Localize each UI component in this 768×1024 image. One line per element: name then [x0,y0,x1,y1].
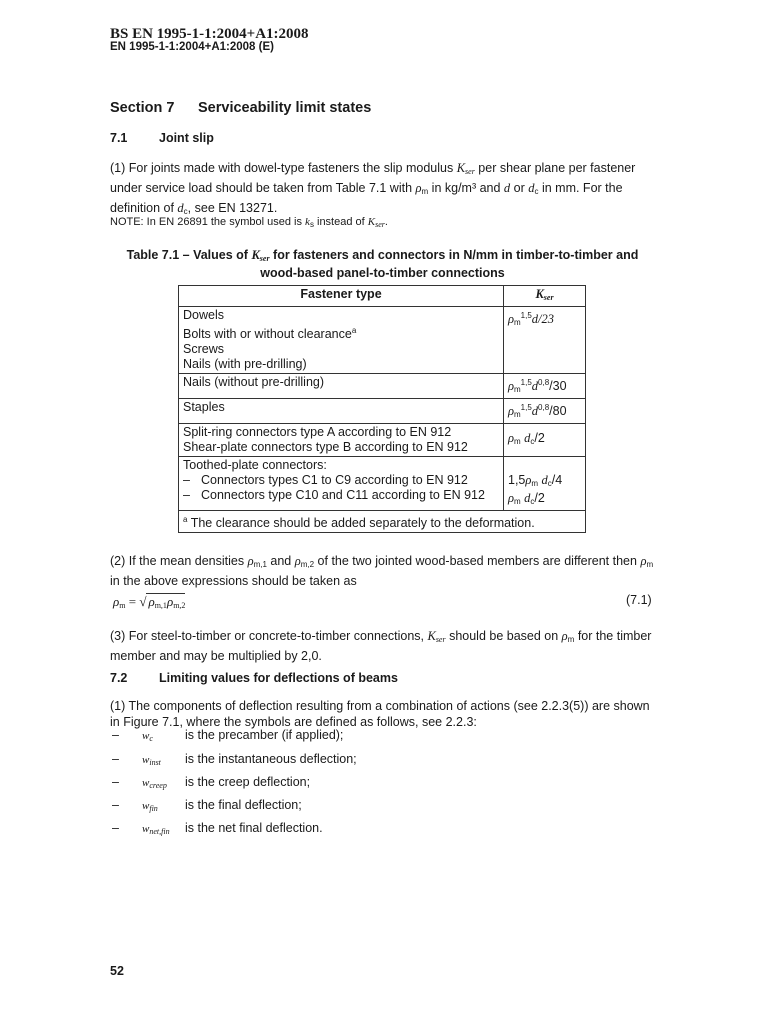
subsection-7-2-heading: 7.2 Limiting values for deflections of beams [110,671,398,685]
table-row: Nails (without pre-drilling) $\rho_m^{1,5}d^{0,8}/30$ [179,374,586,399]
table-footnote-row: $^a$ The clearance should be added separately to the deformation. [179,511,586,533]
table-row: Toothed-plate connectors: – Connectors types C1 to C9 according to EN 912 – Connectors type C10 and C11 according to EN 912 $1,5\rho_m$ $d_c/4$ $\rho_m$ $d_c/2$ [179,457,586,511]
table-row: Split-ring connectors type A according to EN 912 Shear-plate connectors type B according to EN 912 $\rho_m$ $d_c/2$ [179,424,586,457]
definition-item: – $w_{inst}$ is the instantaneous deflection; [112,752,357,767]
definition-item: – $w_{creep}$ is the creep deflection; [112,775,311,790]
definition-item: – $w_c$ is the precamber (if applied); [112,728,344,743]
page-number: 52 [110,964,124,978]
definition-item: – $w_{net,fin}$ is the net final deflection. [112,821,323,836]
equation-7-1: $\rho_m$ = √ $\rho_{m,1}\rho_{m,2}$ [113,594,186,610]
equation-number: (7.1) [626,593,652,607]
paragraph-7-1-2: (2) If the mean densities $\rho_{m,1}$ and $\rho_{m,2}$ of the two jointed wood-based members are different then $\rho_m$ in the above expressions should be taken as [110,554,654,588]
table-caption: Table 7.1 – Values of $K_{ser}$ for fasteners and connectors in N/mm in timber-to-timber and wood-based panel-to-timber connections [126,248,639,280]
table-header-row [179,286,586,307]
section-heading: Section 7 Serviceability limit states [110,100,372,116]
table-row: Dowels Bolts with or without clearance$^a$ Screws Nails (with pre-drilling) $\rho_m^{1,5}d/23$ [179,307,586,374]
paragraph-7-2-1: (1) The components of deflection resulting from a combination of actions (see 2.2.3(5)) are shown in Figure 7.1, where the symbols are defined as follows, see 2.2.3: [110,699,650,729]
kser-table [178,285,586,533]
paragraph-7-1-1: (1) For joints made with dowel-type fasteners the slip modulus $K_{ser}$ per shear plane per fastener under service load should be taken from Table 7.1 with $\rho_m$ in kg/m³ and d or $d_c$ in mm. For the definition of $d_c$, see EN 13271. [110,161,636,216]
standard-number: BS EN 1995-1-1:2004+A1:2008 [110,26,309,42]
note: NOTE: In EN 26891 the symbol used is $k_s$ instead of $K_{ser}$. [110,216,388,229]
header-fastener-type: Fastener type [179,286,504,307]
subsection-7-1-heading: 7.1 Joint slip [110,131,214,145]
standard-number-en: EN 1995-1-1:2004+A1:2008 (E) [110,41,274,53]
definition-item: – $w_{fin}$ is the final deflection; [112,798,302,813]
paragraph-7-1-3: (3) For steel-to-timber or concrete-to-timber connections, $K_{ser}$ should be based on $\rho_m$ for the timber member and may be multiplied by 2,0. [110,629,652,663]
header-kser: $K_{ser}$ [504,286,586,307]
table-row: Staples $\rho_m^{1,5}d^{0,8}/80$ [179,399,586,424]
